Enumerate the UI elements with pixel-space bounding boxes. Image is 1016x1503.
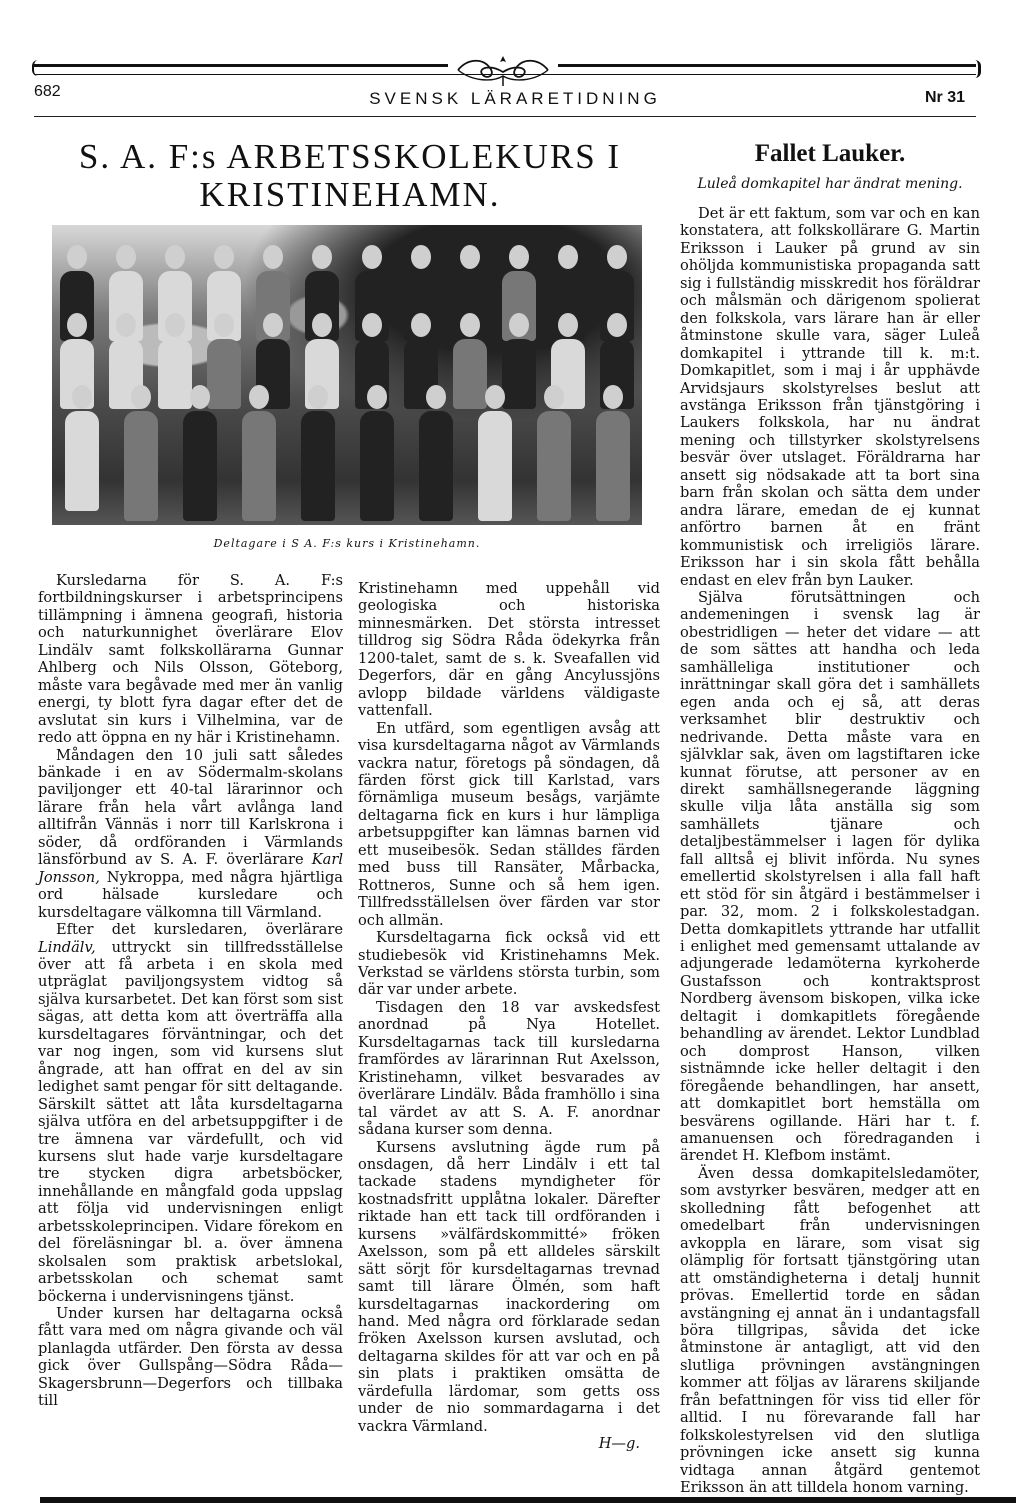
paragraph: Tisdagen den 18 var avskedsfest anordnad på Nya Hotellet. Kursdeltagarnas tack till kursledarna framfördes av lärarinnan Rut Axelsson, Kristinehamn, vilket besvarades av överlärare Lindälv. Båda framhöllo i sina tal värdet av att S. A. F. anordnar sådana kurser som denna. [358, 998, 660, 1139]
header-rule-cap-right [972, 60, 981, 78]
header-rule-bottom [34, 116, 976, 117]
paragraph: Själva förutsättningen och andemeningen i svensk lag är obestridligen — heter det vidare — att de som sättes att handha och leda samhälleliga institutioner och inrättningar skall göra det i samhällets egen anda och ej så, att deras verksamhet blir destruktiv och nedrivande. Detta måste vara en självklar sak, även om lagstiftaren icke kunnat förutse, att personer av en direkt samhällsnegerande läggning skulle vilja låta anställa sig som samhällets tjänare och detaljbestämmelser i lagen för dylika fall alltså ej blivit införda. Nu synes emellertid skolstyrelsen i alla fall haft ett stöd för sin åtgärd i bestämmelser i par. 32, mom. 2 i folkskolestadgan. Detta domkapitlets yttrande har utfallit i enlighet med gemensamt uttalande av adjungerade ledamöterna kyrkoherde Gustafsson och kontraktsprost Nordberg ävensom biskopen, vilka icke deltagit i domkapitlets föregående behandling av ärendet. Lektor Lundblad och domprost Hanson, vilken sistnämnde icke heller deltagit i den föregående behandlingen, har ansett, att domkapitlet bort hemställa om besvärens ogillande. Häri har t. f. amanuensen och föredraganden i ärendet H. Klefbom instämt. [680, 588, 980, 1165]
page-number: 682 [34, 83, 61, 100]
paragraph: Efter det kursledaren, överlärare Lindälv, uttryckt sin tillfredsställelse över att få arbeta i en skola med utpräglat paviljongsystem vidtog så själva kursarbetet. Det kan först som sist sägas, att detta kom att överträffa alla kursdeltagares förväntningar, och det var nog ingen, som vid kursens slut ångrade, att han offrat en del av sin ledighet samt pengar för sitt deltagande. Särskilt sättet att låta kursdeltagarna själva utföra en del arbetsuppgifter i de tre ämnena var värdefullt, och vid kursens slut hade varje kursdeltagare tre stycken digra arbetsböcker, innehållande en mångfald goda uppslag att följa vid undervisningen enligt arbetsskoleprincipen. Vidare förekom en del föreläsningar bl. a. över ämnena skolsalen som praktisk arbetslokal, arbetsskolan och schemat samt böckerna i undervisningens tjänst. [38, 921, 343, 1305]
paragraph: Kursens avslutning ägde rum på onsdagen, då herr Lindälv i ett tal tackade stadens myndigheter för kostnadsfritt upplåtna lokaler. Därefter riktade han ett tack till ordföranden i kursens »välfärdskommitté» fröken Axelsson, som på ett alldeles särskilt sätt sörjt för kursdeltagarnas trevnad samt till lärare Ölmén, som haft kursdeltagarnas inackordering om hand. Med några ord förklarade sedan fröken Axelsson kursen avslutad, och deltagarna skildes för att var och en på sin plats i praktiken omsätta de värdefulla lärdomar, som getts oss under de nio sommardagarna i det vackra Värmland. [358, 1138, 660, 1435]
article-title-fallet-lauker: Fallet Lauker. [754, 140, 906, 167]
paragraph: Kursdeltagarna fick också vid ett studiebesök vid Kristinehamns Mek. Verkstad se världens största turbin, som där var under arbete. [358, 929, 660, 999]
paragraph: Måndagen den 10 juli satt således bänkade i en av Södermalm-skolans paviljonger ett 40-tal lärarinnor och lärare från hela vårt avlånga land alltifrån Vännäs i norr till Karlskrona i söder, då ordföranden i Värmlands länsförbund av S. A. F. överlärare Karl Jonsson, Nykroppa, med några hjärtliga ord hälsade kursledare och kursdeltagare välkomna till Värmland. [38, 746, 343, 921]
column-divider [667, 132, 668, 1442]
footer-rule [40, 1497, 1016, 1503]
title-line-2: KRISTINEHAMN. [199, 175, 501, 214]
title-line-1: S. A. F:s ARBETSSKOLEKURS I [78, 137, 622, 176]
article-title-arbetsskolekurs [40, 138, 660, 214]
article1-column-2 [358, 580, 660, 1453]
paragraph: Även dessa domkapitelsledamöter, som avstyrker besvären, medger att en skolledning fått befogenhet att omedelbart från undervisningen avkoppla en lärare, som visat sig olämplig för fortsatt tjänstgöring utan att omständigheterna i detalj hunnit prövas. Emellertid torde en sådan avstängning ej annat än i undantagsfall böra tillgripas, såvida det icke åtminstone är antagligt, att vid den slutliga prövningen avstängningen kommer att följas av lärarens skiljande från befattningen för viss tid eller för alltid. I nu förevarande fall har folkskolestyrelsen vid den slutliga prövningen icke ansett sig kunna vidtaga annan åtgärd gentemot Eriksson än att tilldela honom varning. [680, 1164, 980, 1497]
paragraph: Under kursen har deltagarna också fått vara med om några givande och väl planlagda utfärder. Den första av dessa gick över Gullspång—Södra Råda—Skagersbrunn—Degerfors och tillbaka till [38, 1305, 343, 1410]
paragraph: Kursledarna för S. A. F:s fortbildningskurser i arbetsprincipens tillämpning i ämnena geografi, historia och naturkunnighet överlärare Elov Lindälv samt folkskollärarna Gunnar Ahlberg och Nils Olsson, Göteborg, måste vara begåvade med mer än vanlig energi, ty blott fyra dagar efter det de avslutat sin kurs i Vilhelmina, var de redo att öppna en ny här i Kristinehamn. [38, 572, 343, 747]
article-subtitle: Luleå domkapitel har ändrat mening. [697, 176, 963, 192]
scroll-ornament-icon [448, 54, 558, 88]
masthead-title: SVENSK LÄRARETIDNING [369, 89, 661, 108]
photo-caption: Deltagare i S A. F:s kurs i Kristinehamn. [213, 537, 481, 550]
paragraph: Det är ett faktum, som var och en kan konstatera, att folkskollärare G. Martin Eriksson i Lauker på grund av sin ohöljda kommunistiska propaganda satt sig i fullständig misskredit hos föräldrar och målsmän och därigenom spolierat den folkskola, vars lärare han är eller åtminstone skulle vara, säger Luleå domkapitel i yttrande till k. m:t. Domkapitlet, som i maj i år upphävde Arvidsjaurs skolstyrelses beslut att avstänga Eriksson från tjänstgöring i Laukers folkskola, har nu ändrat mening och tillstyrker skolstyrelsens besvär över utslaget. Föräldrarna har ansett sig nödsakade att ta bort sina barn från skolan och sätta dem under andra lärare, emedan de ej kunnat anförtro barnen åt en fränt kommunistisk och irreligiös lärare. Eriksson har i sin skola fått behålla endast en elev från byn Lauker. [680, 205, 980, 589]
issue-number: Nr 31 [925, 89, 966, 106]
paragraph: Kristinehamn med uppehåll vid geologiska och historiska minnesmärken. Det största intresset tilldrog sig Södra Råda ödekyrka från 1200-talet, samt de s. k. Sveafallen vid Degerfors, där en gång Ancylussjöns avlopp bildade världens väldigaste vattenfall. [358, 580, 660, 720]
article2-column [680, 205, 980, 1497]
group-photo [52, 225, 642, 525]
author-signature: H—g. [598, 1435, 640, 1453]
paragraph: En utfärd, som egentligen avsåg att visa kursdeltagarna något av Värmlands vackra natur, företogs på söndagen, då färden först gick till Karlstad, vars förnämliga museum besågs, varjämte deltagarna fick en kurs i hur lämpliga arbetsuppgifter kan lämnas barnen vid ett museibesök. Sedan ställdes färden med buss till Ransäter, Mårbacka, Rottneros, Sunne och så hem igen. Tillfredsställelsen över färden var stor och allmän. [358, 719, 660, 929]
article1-column-1 [38, 572, 343, 1410]
